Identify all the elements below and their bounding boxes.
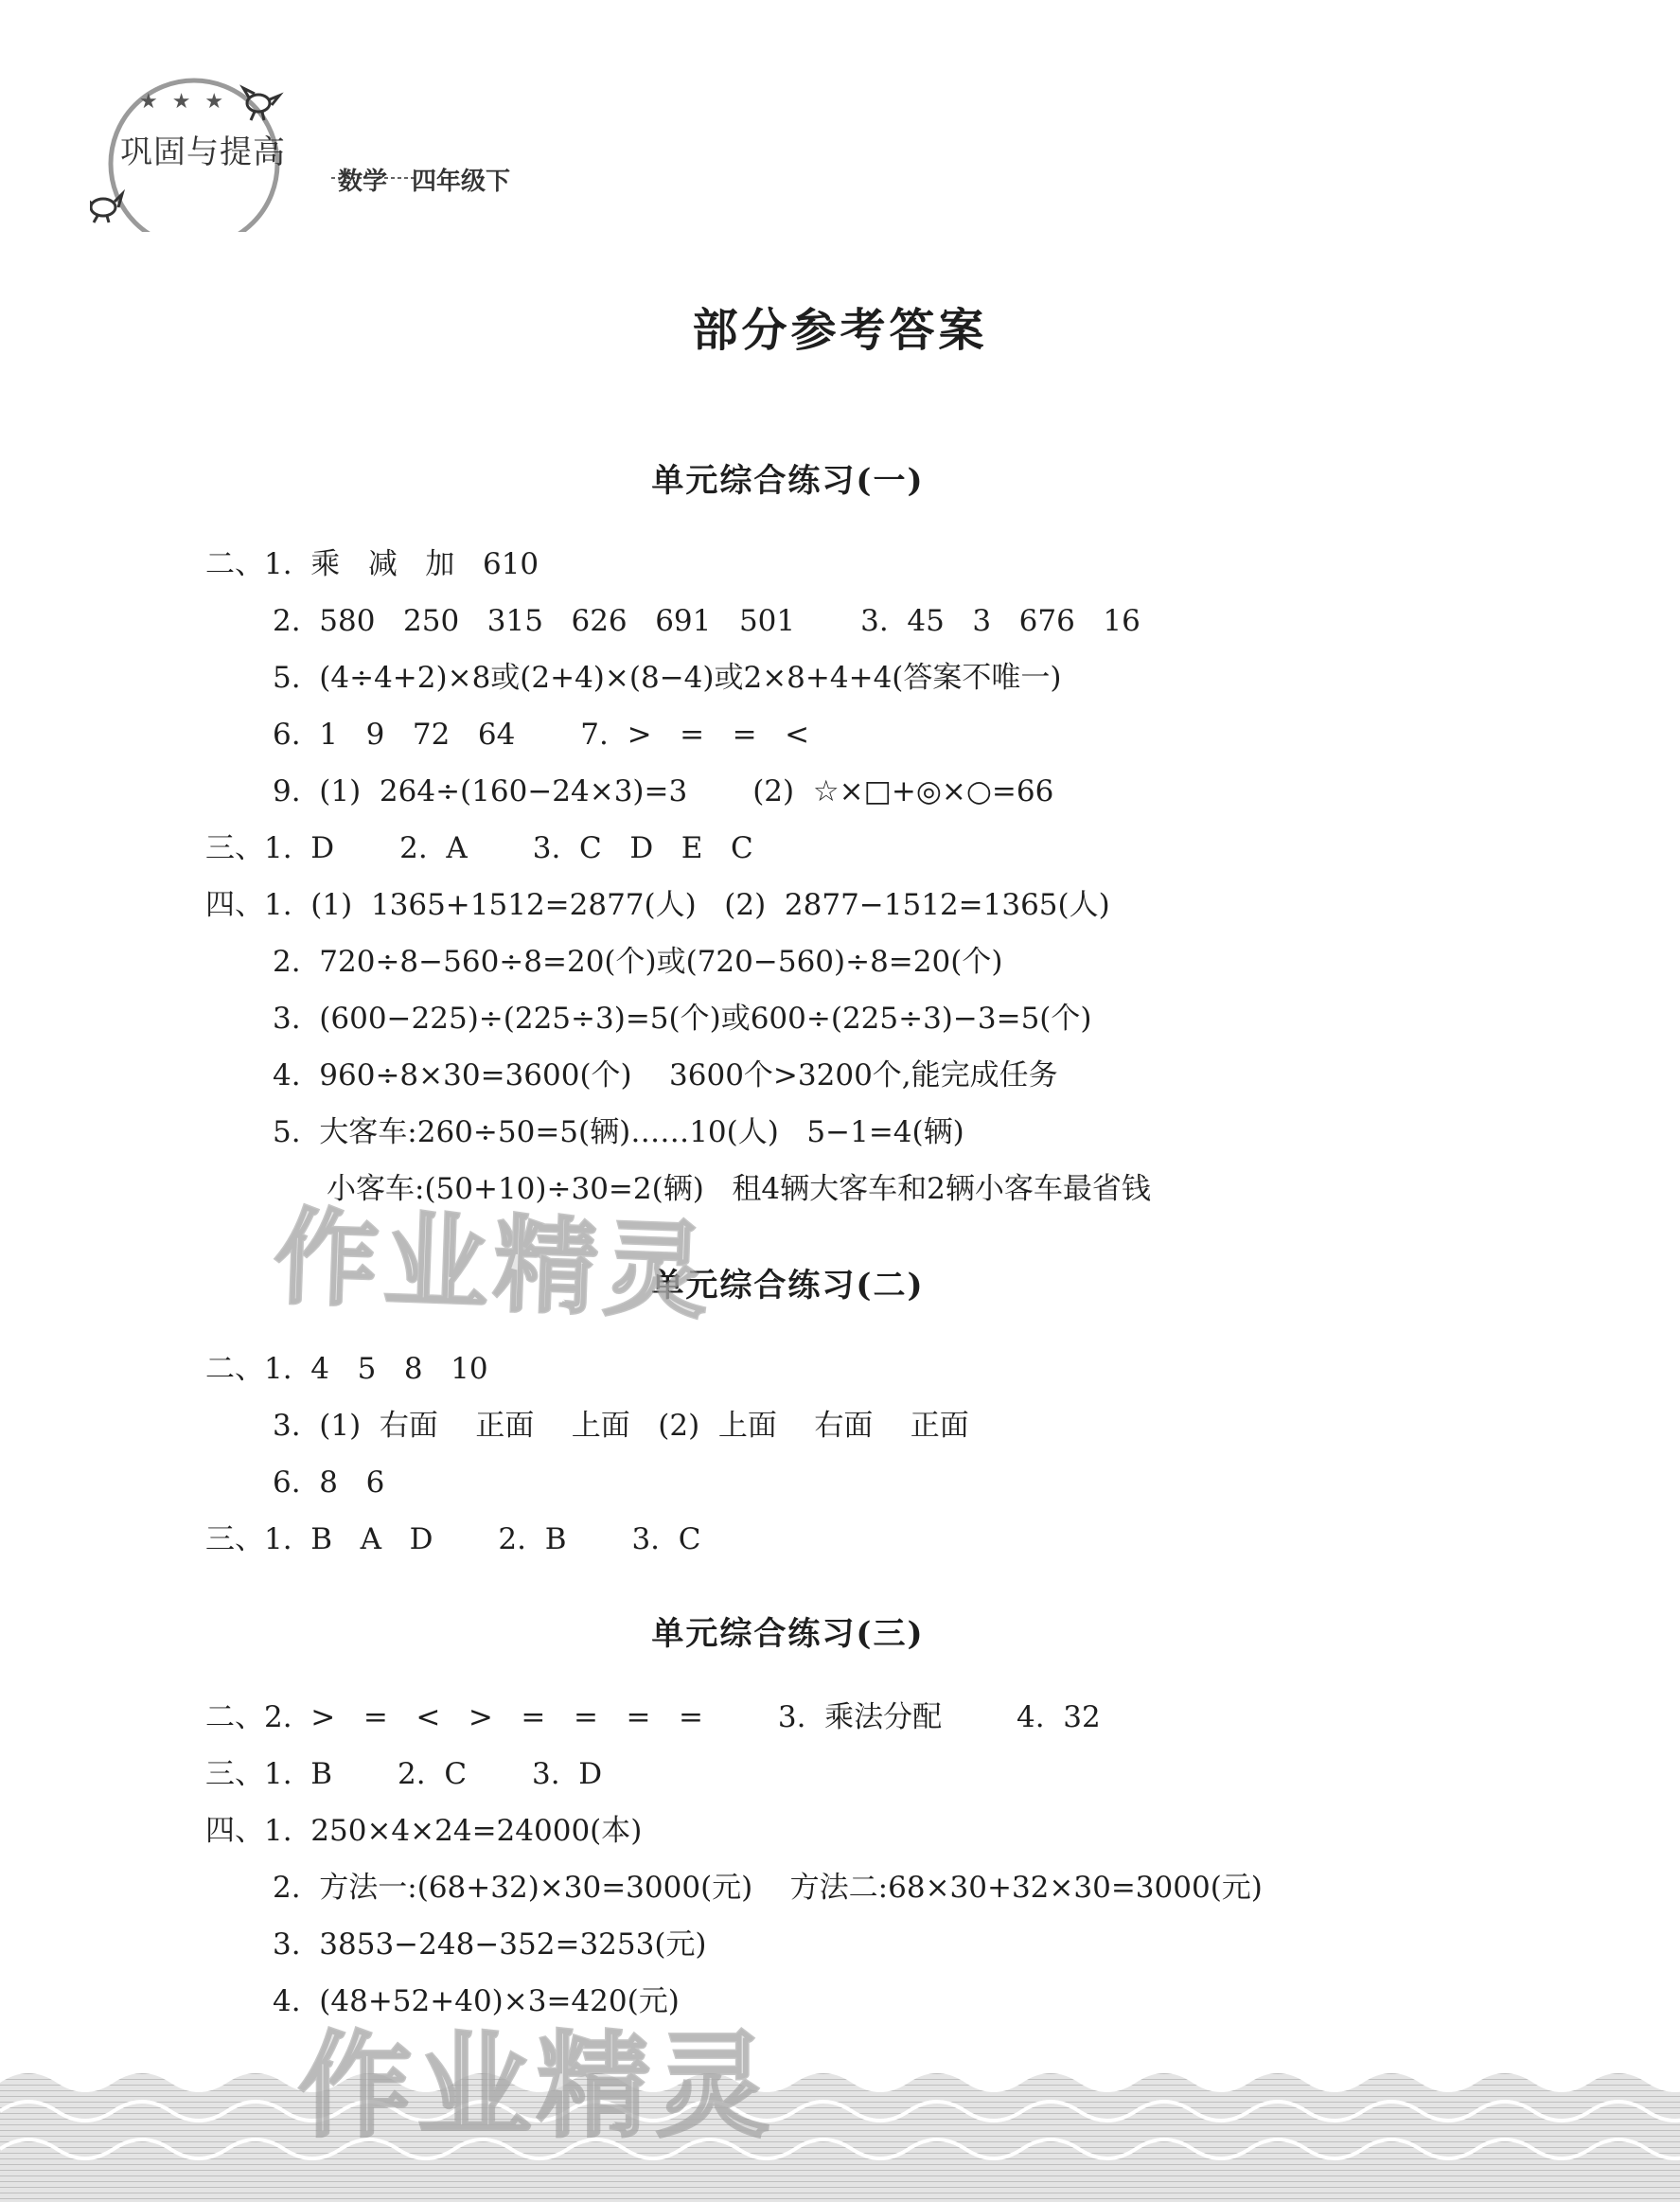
answer-line: 三、1. D 2. A 3. C D E C: [205, 831, 753, 865]
answer-line: 四、1. (1) 1365+1512=2877(人) (2) 2877−1512=1365(人): [205, 888, 1110, 922]
book-header: [90, 52, 582, 232]
answer-line: 3. (600−225)÷(225÷3)=5(个)或600÷(225÷3)−3=5(个): [273, 1002, 1092, 1036]
book-subtitle: 数学 四年级下: [338, 168, 511, 196]
answer-line: 4. (48+52+40)×3=420(元): [273, 1984, 680, 2018]
section-title: 单元综合练习(三): [651, 1615, 925, 1653]
answer-line: 4. 960÷8×30=3600(个) 3600个>3200个,能完成任务: [273, 1058, 1058, 1092]
wave-fill: [0, 2073, 1680, 2202]
answer-line: 三、1. B A D 2. B 3. C: [205, 1522, 701, 1556]
answer-line: 5. (4÷4+2)×8或(2+4)×(8−4)或2×8+4+4(答案不唯一): [273, 661, 1062, 695]
answer-line: 二、1. 4 5 8 10: [205, 1352, 488, 1386]
answer-line: 9. (1) 264÷(160−24×3)=3 (2) ☆×□+◎×○=66: [273, 774, 1054, 808]
answer-line: 2. 580 250 315 626 691 501 3. 45 3 676 16: [273, 604, 1141, 638]
answer-line: 6. 1 9 72 64 7. > = = <: [273, 718, 810, 752]
watermark: 作业精灵: [298, 2021, 775, 2153]
answer-line: 2. 720÷8−560÷8=20(个)或(720−560)÷8=20(个): [273, 945, 1003, 979]
star-icons: ★ ★ ★: [139, 90, 228, 114]
footer-wave-band: [0, 2045, 1680, 2202]
watermark: 作业精灵: [272, 1196, 716, 1334]
answer-line: 三、1. B 2. C 3. D: [205, 1757, 603, 1791]
answer-line: 二、1. 乘 减 加 610: [205, 547, 539, 581]
answer-line: 6. 8 6: [273, 1465, 385, 1500]
section-title: 单元综合练习(二): [651, 1267, 925, 1305]
answer-line: 3. 3853−248−352=3253(元): [273, 1927, 707, 1962]
answer-line: 小客车:(50+10)÷30=2(辆) 租4辆大客车和2辆小客车最省钱: [327, 1172, 1151, 1206]
section-title: 单元综合练习(一): [651, 462, 925, 500]
answer-line: 四、1. 250×4×24=24000(本): [205, 1814, 643, 1848]
answer-line: 3. (1) 右面 正面 上面 (2) 上面 右面 正面: [273, 1409, 969, 1443]
answer-line: 2. 方法一:(68+32)×30=3000(元) 方法二:68×30+32×30=3000(元): [273, 1871, 1263, 1905]
page-title: 部分参考答案: [692, 304, 988, 357]
answer-line: 5. 大客车:260÷50=5(辆)……10(人) 5−1=4(辆): [273, 1115, 964, 1149]
bird-icon: [90, 194, 122, 222]
book-title: 巩固与提高: [120, 133, 286, 171]
answer-line: 二、2. > = < > = = = = 3. 乘法分配 4. 32: [205, 1700, 1101, 1734]
